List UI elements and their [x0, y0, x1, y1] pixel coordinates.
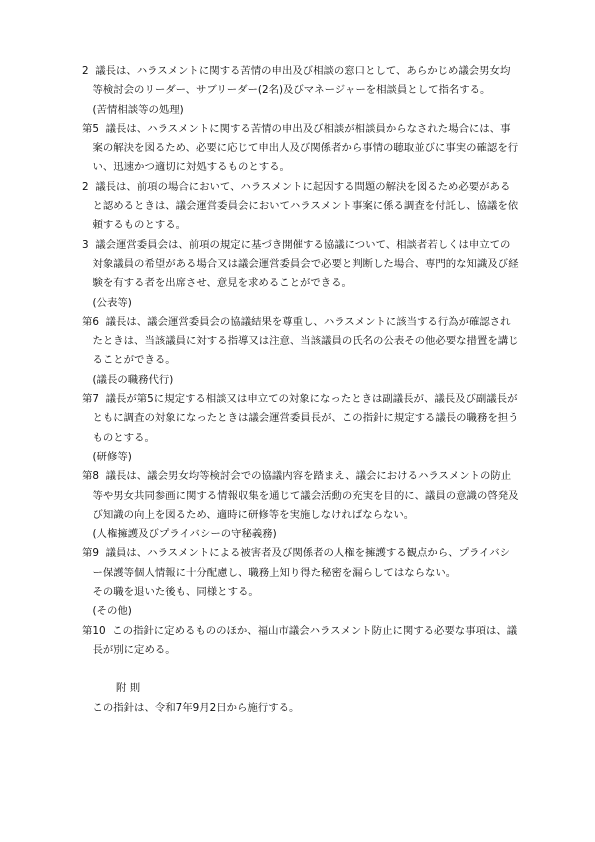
- article-7: 第7 議長が第5に規定する相談又は申立ての対象になったときは副議長が、議長及び副議長がともに調査の対象になったときは議会運営委員長が、この指針に規定する議長の職務を担うものとする。: [82, 393, 519, 444]
- section-spacer: [82, 660, 520, 679]
- article-5-paragraph-3: 3 議会運営委員会は、前項の規定に基づき開催する協議について、相談者若しくは申立ての対象議員の希望がある場合又は議会運営委員会で必要と判断した場合、専門的な知識及び経験を有する者を出席させ、意見を求めることができる。: [82, 238, 519, 290]
- article-6: 第6 議長は、議会運営委員会の協議結果を尊重し、ハラスメントに該当する行為が確認されたときは、当該議員に対する指導又は注意、当該議員の氏名の公表その他必要な措置を講じることができる。: [82, 315, 519, 367]
- article-10-heading: (その他): [92, 605, 132, 618]
- article-7-heading: (議長の職務代行): [92, 373, 174, 386]
- article-4-paragraph-2: 2 議長は、ハラスメントに関する苦情の申出及び相談の窓口として、あらかじめ議会男女均等検討会のリーダー、サブリーダー(2名)及びマネージャーを相談員として指名する。: [82, 65, 511, 97]
- document-body: [82, 62, 520, 718]
- article-9-continuation: その職を退いた後も、同様とする。: [92, 586, 259, 599]
- article-9: 第9 議員は、ハラスメントによる被害者及び関係者の人権を擁護する観点から、プライバシー保護等個人情報に十分配慮し、職務上知り得た秘密を漏らしてはならない。: [82, 547, 511, 579]
- article-9-heading: (人権擁護及びプライバシーの守秘義務): [92, 528, 277, 541]
- article-5-heading: (苦情相談等の処理): [92, 103, 184, 116]
- article-5: 第5 議長は、ハラスメントに関する苦情の申出及び相談が相談員からなされた場合には、事案の解決を図るため、必要に応じて申出人及び関係者から事情の聴取並びに事実の確認を行い、迅速かつ適切に対処するものとする。: [82, 122, 519, 174]
- article-8: 第8 議長は、議会男女均等検討会での協議内容を踏まえ、議会におけるハラスメントの防止等や男女共同参画に関する情報収集を通じて議会活動の充実を目的に、議員の意識の啓発及び知識の向上を図るため、適時に研修等を実施しなければならない。: [82, 470, 519, 521]
- supplementary-provisions-body: この指針は、令和7年9月2日から施行する。: [92, 701, 300, 714]
- supplementary-provisions-title: 附 則: [116, 682, 141, 695]
- article-6-heading: (公表等): [92, 296, 132, 309]
- article-5-paragraph-2: 2 議長は、前項の場合において、ハラスメントに起因する問題の解決を図るため必要があると認めるときは、議会運営委員会においてハラスメント事案に係る調査を付託し、協議を依頼するものとする。: [82, 180, 519, 232]
- article-10: 第10 この指針に定めるもののほか、福山市議会ハラスメント防止に関する必要な事項は、議長が別に定める。: [82, 624, 518, 656]
- article-8-heading: (研修等): [92, 450, 132, 463]
